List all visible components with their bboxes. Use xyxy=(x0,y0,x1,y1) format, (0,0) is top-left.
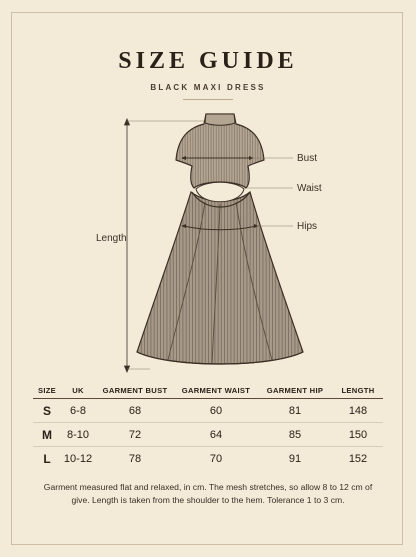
cell-size: M xyxy=(33,423,61,447)
bust-label: Bust xyxy=(297,153,318,164)
cell-uk: 8-10 xyxy=(61,423,95,447)
title-divider xyxy=(183,99,233,100)
header-length: LENGTH xyxy=(333,382,383,399)
table-header-row xyxy=(33,382,383,399)
hips-label: Hips xyxy=(297,221,318,232)
page-title: SIZE GUIDE xyxy=(118,48,298,74)
size-table xyxy=(33,382,383,470)
cell-size: L xyxy=(43,451,51,466)
cell-length: 148 xyxy=(333,399,383,423)
header-waist: GARMENT WAIST xyxy=(175,382,257,399)
cell-uk: 6-8 xyxy=(61,399,95,423)
cell-bust: 68 xyxy=(95,399,175,423)
measurement-note: Garment measured flat and relaxed, in cm. The mesh stretches, so allow 8 to 12 cm of give. Length is taken from the shoulder to the hem. Tolerance 1 to 3 cm. xyxy=(43,482,373,505)
cell-bust: 72 xyxy=(95,423,175,447)
cell-uk: 10-12 xyxy=(63,452,93,465)
header-size: SIZE xyxy=(33,382,61,399)
table-row xyxy=(33,399,383,423)
header-bust: GARMENT BUST xyxy=(95,382,175,399)
cell-waist: 70 xyxy=(209,452,223,465)
table-row xyxy=(33,447,383,471)
cell-bust: 78 xyxy=(128,452,142,465)
cell-hip: 91 xyxy=(288,452,302,465)
waist-label: Waist xyxy=(297,183,322,194)
cell-size: S xyxy=(33,399,61,423)
cell-waist: 60 xyxy=(175,399,257,423)
cell-length: 152 xyxy=(348,452,368,465)
header-hip: GARMENT HIP xyxy=(257,382,333,399)
table-row xyxy=(33,423,383,447)
cell-waist: 64 xyxy=(175,423,257,447)
cell-length: 150 xyxy=(333,423,383,447)
page-subtitle: BLACK MAXI DRESS xyxy=(150,83,266,92)
cell-hip: 81 xyxy=(257,399,333,423)
dress-illustration xyxy=(0,110,416,375)
length-label: Length xyxy=(96,233,127,244)
cell-hip: 85 xyxy=(257,423,333,447)
dress-skirt xyxy=(137,192,303,364)
header-uk: UK xyxy=(61,382,95,399)
